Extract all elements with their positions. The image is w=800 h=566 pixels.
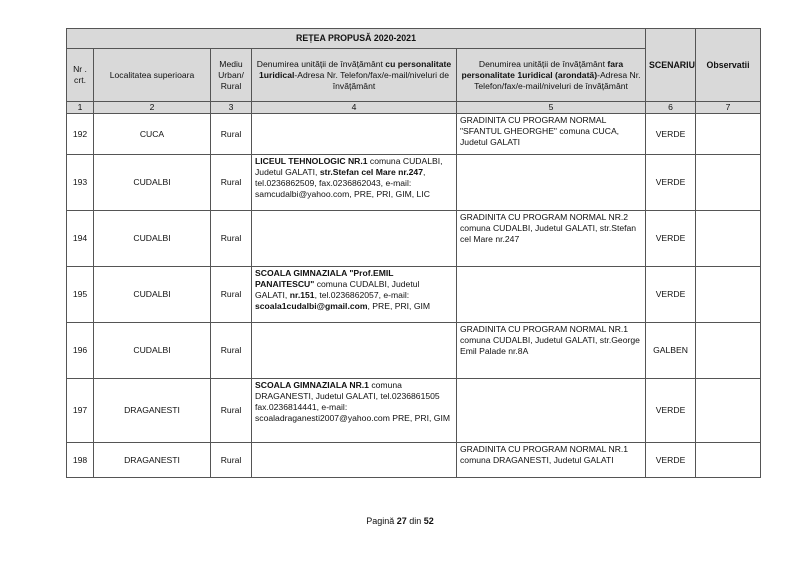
row-scenario: VERDE (646, 211, 696, 267)
row-locality: DRAGANESTI (94, 379, 211, 443)
row-scenario: VERDE (646, 267, 696, 323)
row-number: 195 (67, 267, 94, 323)
row-observations (696, 443, 761, 478)
row-unit-with-legal-status (252, 443, 457, 478)
row-scenario: VERDE (646, 114, 696, 155)
row-locality: CUDALBI (94, 267, 211, 323)
page-number: 27 (396, 516, 407, 526)
row-unit-without-legal-status (457, 211, 646, 267)
unit-text-segment: str.Stefan cel Mare nr.247 (319, 167, 423, 177)
header-observatii: Observatii (696, 29, 761, 102)
table-row (67, 114, 761, 155)
column-number: 6 (646, 102, 696, 114)
unit-text-segment: GRADINITA CU PROGRAM NORMAL NR.2 comuna CUDALBI, Judetul GALATI, str.Stefan cel Mare nr.247 (460, 212, 637, 244)
row-locality: DRAGANESTI (94, 443, 211, 478)
row-scenario: GALBEN (646, 323, 696, 379)
row-observations (696, 267, 761, 323)
row-number: 192 (67, 114, 94, 155)
header-scenariu: SCENARIU (646, 29, 696, 102)
header-localitate: Localitatea superioara (94, 49, 211, 102)
row-number: 197 (67, 379, 94, 443)
school-network-table (66, 28, 761, 478)
row-unit-with-legal-status (252, 379, 457, 443)
row-number: 193 (67, 155, 94, 211)
table-row (67, 443, 761, 478)
unit-text-segment: SCOALA GIMNAZIALA NR.1 (255, 380, 369, 390)
page-total: 52 (423, 516, 434, 526)
row-scenario: VERDE (646, 155, 696, 211)
row-locality: CUCA (94, 114, 211, 155)
row-unit-without-legal-status (457, 155, 646, 211)
table-row (67, 267, 761, 323)
row-observations (696, 114, 761, 155)
unit-text-segment: comuna DRAGANESTI, Judetul GALATI, tel.0236861505 fax.0236814441, e-mail: scoaladraganesti2007@yahoo.com PRE, PRI, GIM (255, 380, 451, 423)
row-unit-with-legal-status (252, 267, 457, 323)
unit-text-segment: scoala1cudalbi@gmail.com (255, 301, 368, 311)
header-without-legal-status: Denumirea unității de învățământ fara personalitate 1uridical (arondată)-Adresa Nr. Telefon/fax/e-mail/niveluri de învățământ (457, 49, 646, 102)
unit-text-segment: nr.151 (289, 290, 315, 300)
table-title: REȚEA PROPUSĂ 2020-2021 (67, 29, 646, 49)
column-number: 5 (457, 102, 646, 114)
unit-text-segment: GRADINITA CU PROGRAM NORMAL NR.1 comuna DRAGANESTI, Judetul GALATI (460, 444, 629, 465)
header-nr: Nr . crt. (67, 49, 94, 102)
row-observations (696, 155, 761, 211)
row-unit-without-legal-status (457, 114, 646, 155)
column-number: 3 (211, 102, 252, 114)
row-environment: Rural (211, 323, 252, 379)
page-footer: Pagină 27 din 52 (366, 516, 434, 526)
row-environment: Rural (211, 267, 252, 323)
row-unit-with-legal-status (252, 323, 457, 379)
table-row (67, 211, 761, 267)
header-mediu: Mediu Urban/ Rural (211, 49, 252, 102)
row-number: 196 (67, 323, 94, 379)
header-with-legal-status: Denumirea unității de învățământ cu personalitate 1uridical-Adresa Nr. Telefon/fax/e-mail/niveluri de învățământ (252, 49, 457, 102)
row-observations (696, 323, 761, 379)
table-row (67, 155, 761, 211)
row-unit-without-legal-status (457, 323, 646, 379)
unit-text-segment: comuna CUDALBI, Judetul GALATI, (255, 156, 443, 177)
row-environment: Rural (211, 443, 252, 478)
row-environment: Rural (211, 114, 252, 155)
row-unit-without-legal-status (457, 379, 646, 443)
unit-text-segment: SCOALA GIMNAZIALA "Prof.EMIL PANAITESCU" (255, 268, 394, 289)
row-unit-with-legal-status (252, 155, 457, 211)
unit-text-segment: , tel.0236862509, fax.0236862043, e-mail: samcudalbi@yahoo.com, PRE, PRI, GIM, LIC (255, 167, 430, 199)
row-unit-with-legal-status (252, 114, 457, 155)
table-row (67, 379, 761, 443)
column-number: 4 (252, 102, 457, 114)
column-number: 2 (94, 102, 211, 114)
row-unit-without-legal-status (457, 267, 646, 323)
unit-text-segment: , PRE, PRI, GIM (367, 301, 431, 311)
unit-text-segment: GRADINITA CU PROGRAM NORMAL NR.1 comuna CUDALBI, Judetul GALATI, str.George Emil Palade nr.8A (460, 324, 640, 356)
row-number: 194 (67, 211, 94, 267)
row-observations (696, 211, 761, 267)
row-scenario: VERDE (646, 443, 696, 478)
row-unit-without-legal-status (457, 443, 646, 478)
unit-text-segment: comuna CUDALBI, Judetul GALATI, (255, 279, 420, 300)
row-environment: Rural (211, 155, 252, 211)
table-row (67, 323, 761, 379)
row-environment: Rural (211, 211, 252, 267)
row-scenario: VERDE (646, 379, 696, 443)
row-number: 198 (67, 443, 94, 478)
row-locality: CUDALBI (94, 211, 211, 267)
unit-text-segment: GRADINITA CU PROGRAM NORMAL "SFANTUL GHEORGHE" comuna CUCA, Judetul GALATI (460, 115, 620, 147)
row-observations (696, 379, 761, 443)
row-environment: Rural (211, 379, 252, 443)
row-unit-with-legal-status (252, 211, 457, 267)
row-locality: CUDALBI (94, 155, 211, 211)
unit-text-segment: LICEUL TEHNOLOGIC NR.1 (255, 156, 368, 166)
unit-text-segment: , tel.0236862057, e-mail: (314, 290, 410, 300)
row-locality: CUDALBI (94, 323, 211, 379)
column-number: 7 (696, 102, 761, 114)
column-number: 1 (67, 102, 94, 114)
